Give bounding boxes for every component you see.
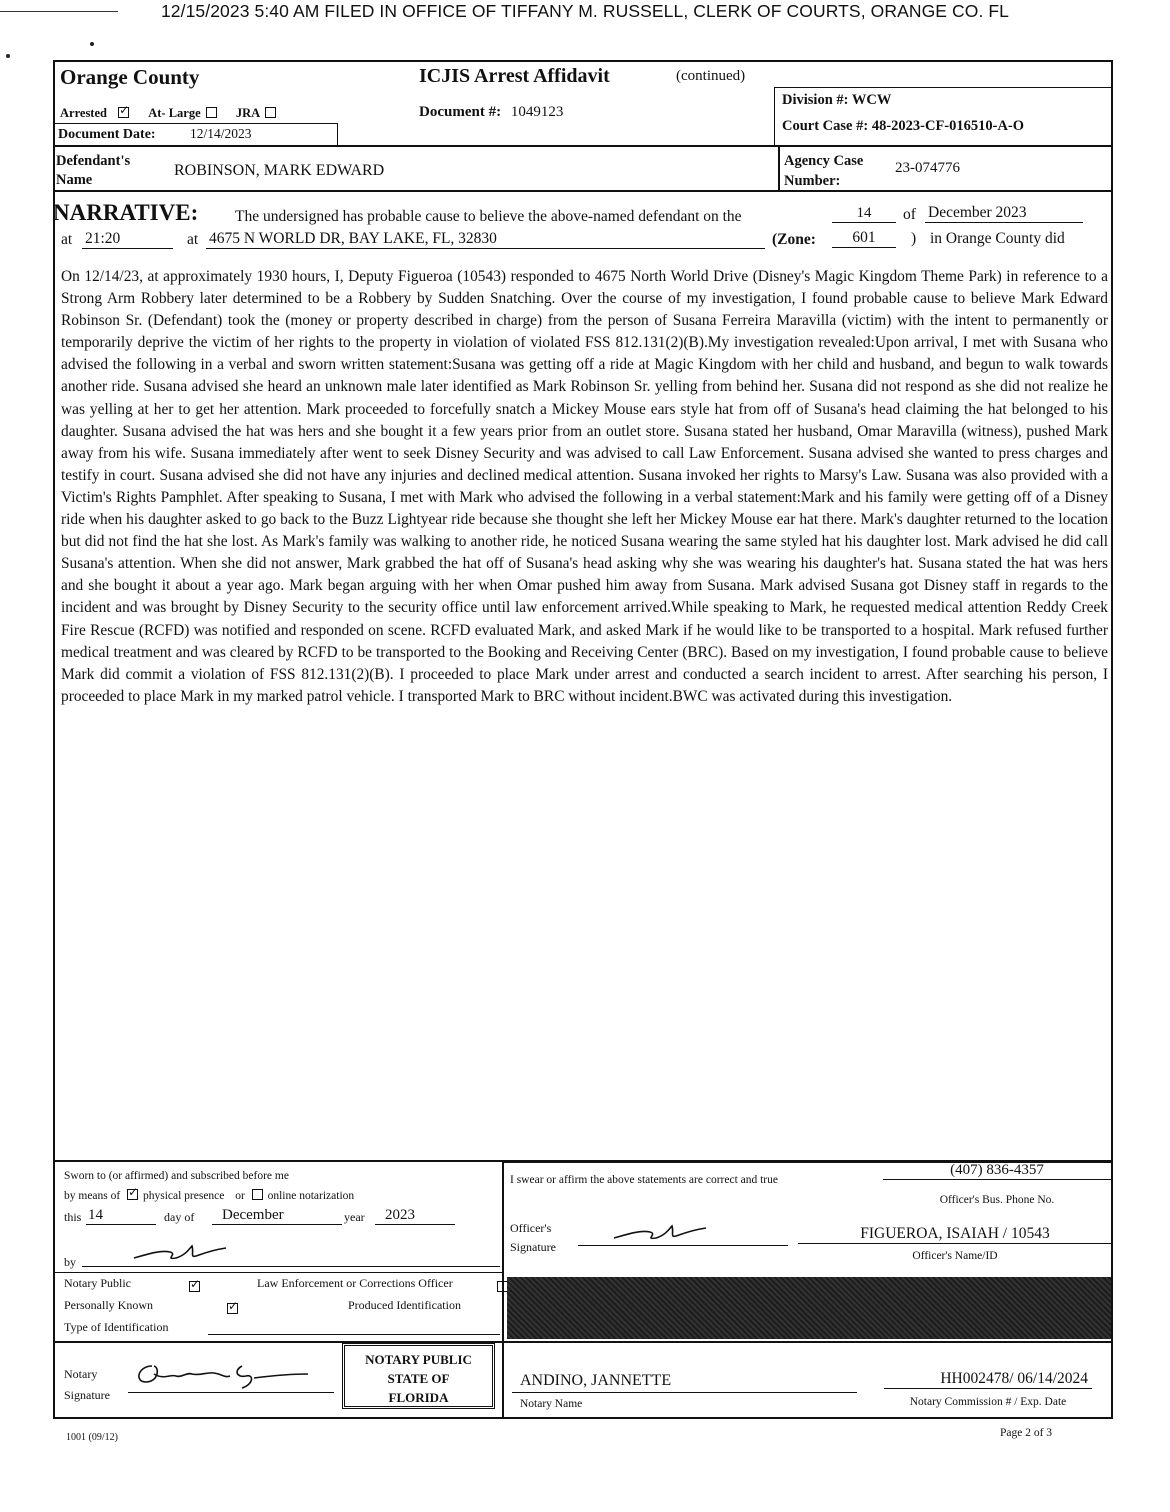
notary-rule [55, 1272, 502, 1273]
officer-signature [610, 1220, 710, 1246]
document-number-value: 1049123 [510, 104, 564, 120]
notary-signature-label: Notary Signature [64, 1367, 110, 1402]
swear-statement: I swear or affirm the above statements are correct and true [510, 1174, 778, 1186]
defendant-name: ROBINSON, MARK EDWARD [174, 162, 385, 179]
division-number [782, 92, 891, 109]
notary-commission-label: Notary Commission # / Exp. Date [909, 1396, 1067, 1408]
division-label: Division #: [782, 92, 849, 108]
document-date-value: 12/14/2023 [190, 126, 252, 141]
means-label: by means of [64, 1190, 121, 1202]
physical-presence-label: physical presence [142, 1190, 225, 1202]
sworn-line: Sworn to (or affirmed) and subscribed before me [64, 1170, 289, 1182]
court-case-value: 48-2023-CF-016510-A-O [871, 118, 1025, 134]
division-top-rule [775, 87, 1112, 88]
officer-signature-label: Officer's Signature [510, 1221, 556, 1254]
narrative-heading: NARRATIVE: [53, 200, 199, 225]
county-name: Orange County [60, 65, 200, 89]
personally-known-label: Personally Known [64, 1298, 153, 1312]
continued-label: (continued) [676, 68, 746, 84]
notary-public-label: Notary Public [64, 1276, 131, 1290]
speck [6, 54, 10, 58]
agency-case-number: 23-074776 [895, 160, 960, 176]
officer-phone-label: Officer's Bus. Phone No. [939, 1194, 1055, 1206]
produced-id-label: Produced Identification [348, 1298, 461, 1312]
document-number [419, 104, 563, 121]
document-date-label: Document Date: [58, 127, 156, 142]
means-row [64, 1189, 354, 1202]
jra-label: JRA [235, 106, 260, 120]
defendant-bottom-rule [55, 190, 1112, 192]
notary-name: ANDINO, JANNETTE [520, 1372, 672, 1389]
online-notarization-label: online notarization [267, 1190, 355, 1202]
notary-name-rule [512, 1392, 857, 1393]
year-label: year [344, 1210, 365, 1224]
type-id-rule [208, 1334, 500, 1335]
form-title: ICJIS Arrest Affidavit [419, 65, 610, 87]
jra-checkbox[interactable] [265, 107, 276, 118]
by-rule [82, 1266, 500, 1267]
page-number: Page 2 of 3 [1000, 1427, 1053, 1439]
doc-date-right-rule [337, 123, 338, 145]
officer-phone: (407) 836-4357 [883, 1162, 1111, 1180]
type-id-label: Type of Identification [64, 1320, 169, 1334]
defendant-name-label: Defendant's Name [56, 153, 131, 188]
narrative-body: On 12/14/23, at approximately 1930 hours, I, Deputy Figueroa (10543) responded to 4675 North World Drive (Disney's Magic Kingdom Theme Park) in reference to a Strong Arm Robbery later determined to be a Robbery by Sudden Snatching. Over the course of my investigation, I found probable cause to believe Mark Edward Robinson Sr. (Defendant) took the (money or property described in charge) from the person of Susana Ferreira Maravilla (victim) with the intent to permanently or temporarily deprive the victim of her rights to the property in violation of violated FSS 812.131(2)(B).My investigation revealed:Upon arrival, I met with Susana who advised the following in a verbal and sworn written statement:Susana was getting off a ride at Magic Kingdom with her child and husband, and begun to walk towards another ride. Susana advised she heard an unknown male later identified as Mark Robinson Sr. yelling from behind her. Susana did not respond as she did not realize he was yelling at her to get her attention. Mark proceeded to forcefully snatch a Mickey Mouse ears style hat from off of Susana's head claiming the hat belonged to his daughter. Susana advised the hat was hers and she bought it a few years prior from an outlet store. Susana stated her husband, Omar Maravilla (witness), pushed Mark away from his wife. Susana immediately after went to seek Disney Security and was advised to call Law Enforcement. Susana advised she wanted to press charges and testify in court. Susana advised she did not have any injuries and declined medical attention. Susana invoked her rights to Marsy's Law. Susana was also provided with a Victim's Rights Pamphlet. After speaking to Susana, I met with Mark who advised the following in a verbal statement:Mark and his family were getting off of a Disney ride when his daughter asked to go back to the Buzz Lightyear ride because she thought she left her Mickey Mouse ear hat there. Mark's daughter returned to the location but did not find the hat she lost. As Mark's family was walking to another ride, he noticed Susana wearing the same styled hat his daughter lost. Mark advised he did call Susana's attention. When she did not answer, Mark grabbed the hat off of Susana's head asking why she was wearing his daughter's hat. Susana stated the hat was hers and she bought it about a year ago. Mark began arguing with her when Omar pushed him away from Susana. Mark advised Susana got Disney staff in regards to the incident and was brought by Disney Security to the security office until law enforcement arrived.While speaking to Mark, he requested medical attention Reddy Creek Fire Rescue (RCFD) was notified and responded on scene. RCFD evaluated Mark, and asked Mark if he would like to be transported to a hospital. Mark refused further medical treatment and was cleared by RCFD to be transported to the Booking and Receiving Center (BRC). Based on my investigation, I found probable cause to believe Mark did commit a violation of FSS 812.131(2)(B). I proceeded to place Mark under arrest and conducted a search incident to arrest. After searching his person, I proceeded to place Mark in my marked patrol vehicle. I transported Mark to BRC without incident.BWC was activated during this investigation. [61, 268, 1108, 705]
offense-month-year: December 2023 [925, 204, 1083, 223]
court-case-label: Court Case #: [782, 118, 869, 134]
division-divider [774, 87, 775, 145]
document-number-label: Document #: [419, 104, 502, 120]
sworn-year: 2023 [375, 1207, 455, 1225]
speck [90, 42, 94, 46]
physical-presence-checkbox[interactable] [127, 1189, 138, 1200]
zone-label: (Zone: [772, 231, 816, 248]
agency-case-label: Agency Case Number: [784, 153, 864, 189]
offense-location: 4675 N WORLD DR, BAY LAKE, FL, 32830 [206, 230, 765, 249]
form-number: 1001 (09/12) [66, 1432, 118, 1443]
redaction-block [507, 1277, 1111, 1339]
this-label: this [64, 1210, 82, 1224]
notary-name-label: Notary Name [520, 1398, 583, 1410]
arrested-checkbox[interactable] [118, 107, 129, 118]
notary-commission: HH002478/ 06/14/2024 [884, 1370, 1092, 1389]
by-label: by [64, 1255, 76, 1269]
sworn-month: December [212, 1207, 342, 1225]
offense-day: 14 [832, 205, 896, 223]
day-of-label: day of [164, 1210, 195, 1224]
agency-divider [778, 146, 780, 190]
officer-signature-by [130, 1240, 230, 1266]
notary-seal: NOTARY PUBLIC STATE OF FLORIDA [342, 1343, 495, 1409]
offense-time: 21:20 [82, 230, 173, 249]
or-label: or [235, 1190, 245, 1202]
at-large-label: At- Large [148, 106, 201, 120]
header-bottom-rule [55, 145, 1112, 147]
notary-signature [130, 1358, 320, 1392]
narrative-intro: The undersigned has probable cause to believe the above-named defendant on the [235, 208, 742, 225]
online-notarization-checkbox[interactable] [252, 1189, 263, 1200]
officer-name-id-label: Officer's Name/ID [912, 1250, 998, 1262]
at-label: at [61, 231, 73, 248]
arrest-status-row [60, 106, 278, 121]
doc-date-top-rule [55, 123, 338, 124]
court-case-number [782, 118, 1024, 135]
leo-label: Law Enforcement or Corrections Officer [257, 1276, 453, 1290]
arrested-label: Arrested [60, 106, 107, 120]
filing-stamp: 12/15/2023 5:40 AM FILED IN OFFICE OF TIFFANY M. RUSSELL, CLERK OF COURTS, ORANGE CO. FL [160, 1, 1010, 21]
notary-sig-rule [128, 1392, 334, 1393]
personally-known-checkbox[interactable] [227, 1303, 238, 1314]
of-label: of [903, 206, 916, 223]
zone-close: ) [911, 230, 917, 247]
notary-public-checkbox[interactable] [189, 1281, 200, 1292]
officer-name-id: FIGUEROA, ISAIAH / 10543 [798, 1225, 1112, 1244]
county-suffix: in Orange County did [930, 230, 1065, 247]
at-label-2: at [187, 231, 199, 248]
zone-value: 601 [832, 229, 896, 248]
at-large-checkbox[interactable] [206, 107, 217, 118]
officer-signature-rule [578, 1245, 788, 1246]
officer-redaction-bottom-rule [503, 1341, 1112, 1343]
division-value: WCW [851, 92, 892, 108]
sworn-day: 14 [86, 1207, 156, 1225]
